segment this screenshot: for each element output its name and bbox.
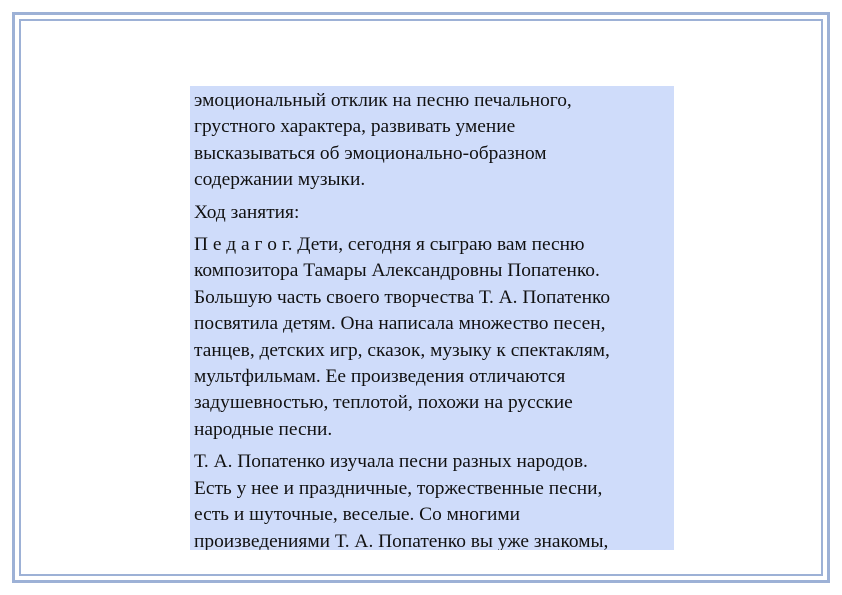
text-line: композитора Тамары Александровны Попатенко. [194, 260, 600, 282]
text-line: народные песни. [194, 418, 333, 440]
text-line: танцев, детских игр, сказок, музыку к спектаклям, [194, 339, 610, 361]
text-line: Ход занятия: [194, 201, 300, 223]
paragraph-lesson-heading [194, 200, 670, 226]
text-line: грустного характера, развивать умение [194, 116, 516, 138]
text-line: эмоциональный отклик на песню печального, [194, 90, 572, 111]
text-line: мультфильмам. Ее произведения отличаются [194, 366, 566, 388]
text-line: посвятила детям. Она написала множество песен, [194, 313, 606, 335]
paragraph-goal [194, 88, 670, 194]
text-line: Большую часть своего творчества Т. А. Попатенко [194, 286, 611, 308]
text-line: Есть у нее и праздничные, торжественные песни, [194, 477, 603, 499]
text-line: Т. А. Попатенко изучала песни разных народов. [194, 451, 588, 473]
text-line: есть и шуточные, веселые. Со многими [194, 504, 520, 526]
text-block [190, 86, 674, 550]
paragraph-composer-songs [194, 449, 670, 550]
text-line: содержании музыки. [194, 169, 366, 191]
text-line: задушевностью, теплотой, похожи на русские [194, 392, 573, 414]
text-line: произведениями Т. А. Попатенко вы уже знакомы, [194, 530, 609, 550]
text-line: П е д а г о г. Дети, сегодня я сыграю вам песню [194, 234, 585, 256]
text-line: высказываться об эмоционально-образном [194, 142, 547, 164]
paragraph-teacher-intro [194, 232, 670, 443]
